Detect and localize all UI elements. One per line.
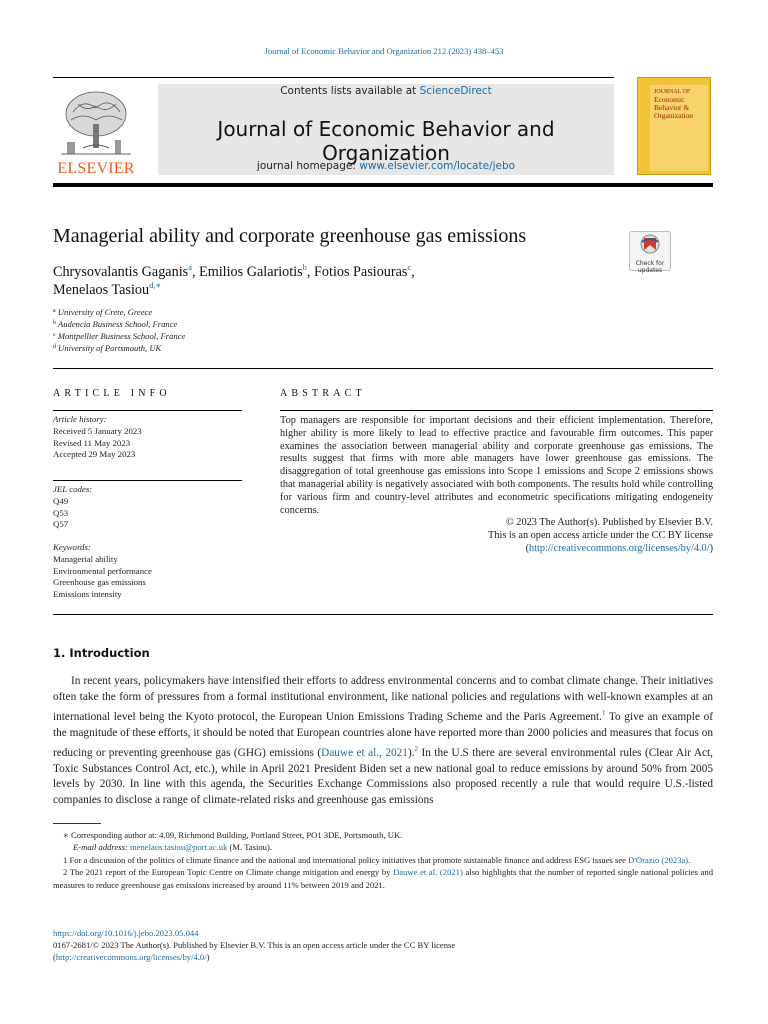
text-run: To give an example of the magnitude of these efforts, it should be noted that European countries alone have reported more than 2000 policies and measures that focus on reducing or preventing greenhouse gas (GHG) emissions ( — [53, 710, 714, 759]
keywords — [53, 542, 242, 601]
intro-paragraph — [53, 674, 713, 809]
affiliation — [53, 331, 185, 341]
footnote-mark: 1 — [63, 854, 68, 865]
abstract-rule — [280, 410, 713, 411]
author-name[interactable]: Fotios Pasiouras — [314, 264, 408, 280]
affil-text: Montpellier Business School, France — [57, 331, 186, 341]
header-rule-top — [53, 77, 614, 78]
cover-line-4: Organization — [654, 111, 694, 120]
affiliation — [53, 307, 152, 317]
citation-link[interactable]: Dauwe et al., 2021 — [321, 746, 408, 759]
footnote-text: The 2021 report of the European Topic Centre on Climate change mitigation and energy by — [69, 867, 394, 878]
author-affil-mark[interactable]: b — [302, 262, 307, 272]
author-affil-mark[interactable]: c — [407, 262, 412, 272]
keyword: Environmental performance — [53, 565, 152, 576]
history-item: Accepted 29 May 2023 — [53, 449, 136, 460]
cover-line-3: Behavior & — [654, 103, 690, 112]
keyword: Greenhouse gas emissions — [53, 577, 146, 588]
homepage-link[interactable]: www.elsevier.com/locate/jebo — [359, 160, 516, 172]
footnote-2 — [53, 866, 713, 891]
affil-text: Audencia Business School, France — [58, 319, 178, 329]
abstract-license: This is an open access article under the CC BY license — [488, 530, 713, 542]
article-info-heading: ARTICLE INFO — [53, 388, 171, 399]
abstract-copyright: © 2023 The Author(s). Published by Elsevier B.V. — [505, 517, 713, 529]
cover-line-2: Economic — [654, 95, 685, 104]
sciencedirect-link[interactable]: ScienceDirect — [419, 85, 492, 97]
footnote-text: also highlights that the number of reported single national policies and measures to reduce greenhouse gas emissions increased by around 11% between 2019 and 2021. — [53, 867, 714, 890]
email-link[interactable]: menelaos.tasiou@port.ac.uk — [129, 842, 228, 853]
section-rule — [53, 614, 713, 615]
affil-mark: d — [53, 344, 56, 350]
section-rule — [53, 368, 713, 369]
keyword: Managerial ability — [53, 553, 118, 564]
citation-link[interactable]: Dauwe et al. (2021) — [393, 867, 463, 878]
affiliation — [53, 343, 161, 353]
author-sep: , — [411, 264, 415, 280]
text-run: ). — [407, 746, 415, 759]
abstract-body — [280, 415, 713, 556]
footnote-text: For a discussion of the politics of climate finance and the national and international policy initiatives that promote sustainable finance and address ESG issues see — [69, 854, 629, 865]
footnote-text: Corresponding author at: 4.09, Richmond Building, Portland Street, PO1 3DE, Portsmouth, UK. — [71, 830, 403, 840]
author-affil-mark[interactable]: a — [188, 262, 192, 272]
contents-line — [158, 85, 614, 97]
footnote-rule — [53, 823, 101, 824]
abstract-license-link-line: (http://creativecommons.org/licenses/by/4.0/) — [525, 542, 713, 554]
journal-cover-thumbnail[interactable] — [637, 77, 711, 175]
issn-line: 0167-2681/© 2023 The Author(s). Published by Elsevier B.V. This is an open access article under the CC BY license — [53, 940, 456, 951]
license-link[interactable]: http://creativecommons.org/licenses/by/4.0/ — [529, 542, 710, 554]
author-name[interactable]: Chrysovalantis Gaganis — [53, 264, 189, 280]
license-link[interactable]: http://creativecommons.org/licenses/by/4.0/ — [55, 952, 207, 963]
affil-text: University of Portsmouth, UK — [58, 343, 162, 353]
article-history — [53, 414, 242, 461]
abstract-heading: ABSTRACT — [280, 388, 366, 399]
article-title: Managerial ability and corporate greenhouse gas emissions — [53, 225, 527, 247]
email-label: E-mail address: — [73, 842, 128, 853]
footnote-1 — [53, 854, 713, 866]
history-item: Received 5 January 2023 — [53, 425, 142, 436]
homepage-line — [158, 160, 614, 172]
crossmark-label: Check for updates — [635, 260, 665, 274]
jel-label: JEL codes: — [53, 484, 93, 494]
section-heading: 1. Introduction — [53, 646, 150, 660]
author-name[interactable]: Emilios Galariotis — [199, 264, 303, 280]
affil-mark: c — [53, 332, 56, 338]
keywords-label: Keywords: — [53, 542, 91, 552]
abstract-text: Top managers are responsible for important decisions and their efficient implementation. Therefore, higher ability is more likely to lead to effective practice and favourable firm outcomes. This paper examines the association between managerial ability and corporate greenhouse gas emissions. The results suggest that firms with more able managers have lower greenhouse gas emissions. The disaggregation of total greenhouse gas emissions into Scope 1 emissions and Scope 2 emissions shows that managerial ability is negatively associated with both components. The results hold while controlling for various firm and country-level attributes and econometric specifications mitigating endogeneity concerns. — [280, 415, 713, 516]
jel-code: Q53 — [53, 507, 69, 518]
doi-link[interactable]: https://doi.org/10.1016/j.jebo.2023.05.044 — [53, 928, 199, 938]
cover-line-1: JOURNAL OF — [654, 89, 691, 95]
author-name[interactable]: Menelaos Tasiou — [53, 282, 150, 298]
author-affil-mark[interactable]: d,∗ — [149, 280, 162, 290]
history-label: Article history: — [53, 414, 107, 424]
footnote-corresponding — [53, 829, 713, 841]
elsevier-wordmark: ELSEVIER — [57, 160, 135, 177]
contents-prefix: Contents lists available at — [280, 85, 420, 97]
footnote-mark: 2 — [63, 867, 68, 878]
authors-line-1 — [53, 262, 415, 281]
history-item: Revised 11 May 2023 — [53, 437, 131, 448]
doi-block — [53, 927, 713, 964]
authors-line-2 — [53, 280, 161, 299]
email-owner: (M. Tasiou). — [229, 842, 272, 853]
author-sep: , — [191, 264, 200, 280]
affil-mark: b — [53, 320, 56, 326]
affiliation — [53, 319, 177, 329]
license-line: (http://creativecommons.org/licenses/by/4.0/) — [53, 952, 210, 963]
footnote-ref[interactable]: 2 — [414, 744, 419, 753]
author-sep: , — [306, 264, 315, 280]
footnotes — [53, 829, 713, 891]
jel-codes — [53, 484, 242, 531]
crossmark-icon — [630, 232, 670, 256]
homepage-prefix: journal homepage: — [256, 160, 360, 172]
jel-code: Q49 — [53, 495, 69, 506]
citation-link[interactable]: D'Orazio (2023a) — [628, 854, 689, 865]
jel-code: Q57 — [53, 519, 69, 530]
footnote-text: . — [688, 854, 691, 865]
header-rule-bottom — [53, 183, 713, 187]
affil-text: University of Crete, Greece — [57, 307, 153, 317]
footnote-mark: ∗ — [63, 830, 69, 840]
jel-rule — [53, 480, 242, 481]
crossmark-badge[interactable] — [629, 231, 671, 274]
footnote-ref[interactable]: 1 — [601, 708, 606, 717]
journal-citation[interactable]: Journal of Economic Behavior and Organization 212 (2023) 438–453 — [264, 46, 504, 56]
keyword: Emissions intensity — [53, 589, 122, 600]
article-info-rule — [53, 410, 242, 411]
intro-body — [53, 674, 713, 809]
footnote-email — [53, 841, 713, 853]
journal-title: Journal of Economic Behavior and Organization — [217, 117, 555, 165]
text-run: In the U.S there are several environmental rules (Clear Air Act, Toxic Substances Control Act, etc.), while in April 2021 President Biden set a new national goal to reduce emissions by around 50% from 2005 levels by 2030. In line with this agenda, the Securities Exchange Commissions also proposed recently a rule that would require U.S.-listed companies to disclose a range of climate-related risks and greenhouse gas emissions — [53, 746, 713, 807]
affil-mark: a — [53, 308, 56, 314]
text-run: In recent years, policymakers have intensified their efforts to address environmental concerns and to combat climate change. Their initiatives often take the form of pressures from a formal institutional environment, like national policies and regulations with well-known examples at an international level being the Kyoto protocol, the European Union Emissions Trading Scheme and the Paris Agreement. — [53, 675, 713, 723]
